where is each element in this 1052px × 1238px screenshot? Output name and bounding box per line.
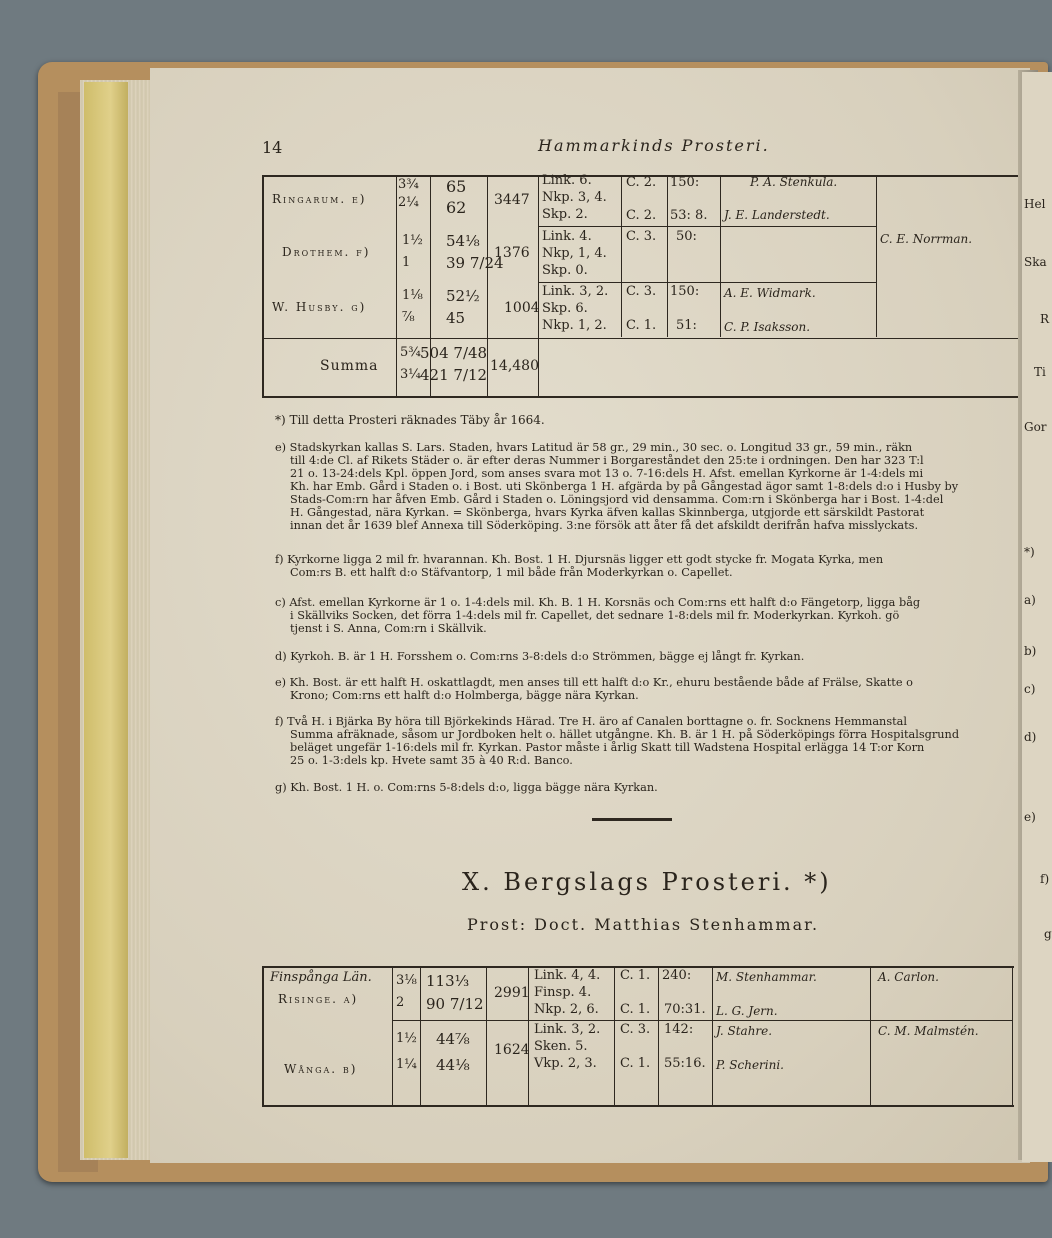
- place-cell: Sken. 5.: [534, 1039, 588, 1054]
- amount-cell: 51:: [676, 318, 697, 333]
- place-cell: Vkp. 2, 3.: [534, 1056, 597, 1071]
- footnote-line: Summa afräknade, såsom ur Jordboken helt o. hället utgångne. Kh. B. är 1 H. på Söderköpings förra Hospitalsgrund: [290, 728, 960, 741]
- parish-name: W. Husby. g): [272, 300, 367, 314]
- facing-text: Ti: [1034, 365, 1046, 379]
- summa-fraction: 5¾ 3¼: [400, 345, 421, 382]
- place-cell: Nkp, 1, 4.: [542, 246, 607, 261]
- summa-label: Summa: [320, 358, 379, 374]
- section-title: X. Bergslags Prosteri. *): [462, 868, 832, 896]
- footnote-line: 25 o. 1-3:dels kp. Hvete samt 35 à 40 R:d. Banco.: [290, 754, 573, 767]
- value-cell: 65 62: [446, 177, 467, 217]
- fraction-cell: 3⅛ 2: [396, 973, 417, 1010]
- facing-text: Hel: [1024, 197, 1046, 211]
- parish-name: Wånga. b): [284, 1062, 358, 1076]
- place-cell: Link. 4, 4.: [534, 968, 601, 983]
- class-cell: C. 3.: [626, 284, 657, 299]
- class-cell: C. 3.: [620, 1022, 651, 1037]
- class-cell: C. 1.: [620, 1056, 651, 1071]
- place-cell: Link. 4.: [542, 229, 592, 244]
- place-cell: Link. 6.: [542, 173, 592, 188]
- class-cell: C. 1.: [620, 1002, 651, 1017]
- running-head: Hammarkinds Prosteri.: [538, 136, 770, 155]
- value-cell: 113⅓ 90 7/12: [426, 972, 484, 1013]
- footnote-line: Krono; Com:rns ett halft d:o Holmberga, bägge nära Kyrkan.: [290, 689, 639, 702]
- facing-text: d): [1024, 730, 1037, 744]
- footnote-line: tjenst i S. Anna, Com:rn i Skällvik.: [290, 622, 487, 635]
- priest-name: L. G. Jern.: [716, 1004, 778, 1018]
- priest-name: J. E. Landerstedt.: [724, 208, 830, 222]
- amount-cell: 142:: [664, 1022, 694, 1037]
- fraction-cell: 3¾ 2¼: [398, 177, 419, 210]
- footnote-line: i Skällviks Socken, det förra 1-4:dels mil fr. Capellet, det sednare 1-8:dels mil fr. Moderkyrkan. Kyrkoh. gö: [290, 609, 900, 622]
- facing-text: Gor: [1024, 420, 1047, 434]
- amount-cell: 55:16.: [664, 1056, 706, 1071]
- class-cell: C. 2.: [626, 208, 657, 223]
- footnote-line: Stads-Com:rn har åfven Emb. Gård i Staden o. Löningsjord vid densamma. Com:rn i Skönberga har i Bost. 1-4:del: [290, 493, 944, 506]
- place-cell: Link. 3, 2.: [542, 284, 609, 299]
- facing-text: Ska: [1024, 255, 1047, 269]
- facing-text: R: [1040, 312, 1050, 326]
- lan-label: Finspånga Län.: [270, 970, 372, 985]
- class-cell: C. 1.: [626, 318, 657, 333]
- place-cell: Skp. 6.: [542, 301, 588, 316]
- facing-text: *): [1024, 545, 1035, 559]
- facing-page: [1022, 72, 1052, 1162]
- footnote-line: f) Två H. i Bjärka By höra till Björkekinds Härad. Tre H. äro af Canalen borttagne o. fr. Socknens Hemmanstal: [275, 715, 908, 728]
- priest-name: A. E. Widmark.: [724, 286, 816, 300]
- fraction-cell: 1½ 1: [402, 233, 423, 270]
- facing-text: b): [1024, 644, 1037, 658]
- shared-priest-name: C. E. Norrman.: [880, 232, 973, 246]
- facing-text: g: [1044, 927, 1052, 941]
- summa-population: 14,480: [490, 358, 539, 374]
- priest-name: M. Stenhammar.: [716, 970, 817, 984]
- assistant-name: C. M. Malmstén.: [878, 1024, 979, 1038]
- population-cell: 1004: [504, 300, 540, 316]
- class-cell: C. 1.: [620, 968, 651, 983]
- priest-name: P. Scherini.: [716, 1058, 784, 1072]
- facing-text: f): [1040, 872, 1050, 886]
- facing-text: e): [1024, 810, 1036, 824]
- value-cell: 54⅛ 39 7/24: [446, 232, 504, 272]
- amount-cell: 53: 8.: [670, 208, 708, 223]
- priest-name: C. P. Isaksson.: [724, 320, 811, 334]
- footnote-line: till 4:de Cl. af Rikets Städer o. är efter deras Nummer i Borgareståndet den 25:te i ordningen. Den har 323 T:l: [290, 454, 924, 467]
- summa-value: 504 7/48 421 7/12: [420, 344, 488, 384]
- footnote-line: d) Kyrkoh. B. är 1 H. Forsshem o. Com:rns 3-8:dels d:o Strömmen, bägge ej långt fr. Kyrkan.: [275, 650, 805, 663]
- footnote-line: f) Kyrkorne ligga 2 mil fr. hvarannan. Kh. Bost. 1 H. Djursnäs ligger ett godt stycke fr. Mogata Kyrka, men: [275, 553, 884, 566]
- footnote-line: Com:rs B. ett halft d:o Stäfvantorp, 1 mil både från Moderkyrkan o. Capellet.: [290, 566, 733, 579]
- population-cell: 1376: [494, 245, 530, 261]
- footnote-line: e) Stadskyrkan kallas S. Lars. Staden, hvars Latitud är 58 gr., 29 min., 30 sec. o. Longitud 33 gr., 59 min., räkn: [275, 441, 913, 454]
- facing-text: a): [1024, 593, 1036, 607]
- footnote-line: c) Afst. emellan Kyrkorne är 1 o. 1-4:dels mil. Kh. B. 1 H. Korsnäs och Com:rns ett halft d:o Fängetorp, ligga båg: [275, 596, 921, 609]
- footnote-line: H. Gångestad, nära Kyrkan. = Skönberga, hvars Kyrka äfven kallas Skinnberga, utgjorde ett särskildt Pastorat: [290, 506, 925, 519]
- place-cell: Skp. 0.: [542, 263, 588, 278]
- place-cell: Nkp. 1, 2.: [542, 318, 607, 333]
- footnote-line: beläget ungefär 1-16:dels mil fr. Kyrkan. Pastor måste i årlig Skatt till Wadstena Hospital erlägga 14 T:or Korn: [290, 741, 925, 754]
- parish-name: Risinge. a): [278, 992, 359, 1006]
- section-divider: [592, 818, 672, 821]
- gilt-edge: [84, 82, 128, 1158]
- assistant-name: A. Carlon.: [878, 970, 939, 984]
- population-cell: 2991: [494, 985, 530, 1001]
- footnote-line: Kh. har Emb. Gård i Staden o. i Bost. uti Skönberga 1 H. afgärda by på Gångestad ägor samt 1-8:dels d:o i Husby by: [290, 480, 959, 493]
- priest-name: J. Stahre.: [716, 1024, 773, 1038]
- place-cell: Link. 3, 2.: [534, 1022, 601, 1037]
- parish-name: Ringarum. e): [272, 192, 367, 206]
- footnote-line: g) Kh. Bost. 1 H. o. Com:rns 5-8:dels d:o, ligga bägge nära Kyrkan.: [275, 781, 658, 794]
- fraction-cell: 1⅛ ⅞: [402, 288, 423, 325]
- footnote-line: e) Kh. Bost. är ett halft H. oskattlagdt, men anses till ett halft d:o Kr., ehuru bestående både af Frälse, Skatte o: [275, 676, 913, 689]
- class-cell: C. 3.: [626, 229, 657, 244]
- value-cell: 52½ 45: [446, 287, 480, 327]
- footnote-line: *) Till detta Prosteri räknades Täby år 1664.: [275, 413, 545, 427]
- fraction-cell: 1½ 1¼: [396, 1031, 417, 1072]
- population-cell: 3447: [494, 192, 530, 208]
- page-number: 14: [262, 138, 283, 157]
- prost-line: Prost: Doct. Matthias Stenhammar.: [467, 915, 820, 934]
- facing-text: c): [1024, 682, 1036, 696]
- amount-cell: 70:31.: [664, 1002, 706, 1017]
- class-cell: C. 2.: [626, 175, 657, 190]
- place-cell: Finsp. 4.: [534, 985, 592, 1000]
- place-cell: Nkp. 2, 6.: [534, 1002, 599, 1017]
- footnote-line: 21 o. 13-24:dels Kpl. öppen Jord, som anses svara mot 13 o. 7-16:dels H. Afst. emellan Kyrkorne är 1-4:dels mi: [290, 467, 924, 480]
- amount-cell: 240:: [662, 968, 692, 983]
- value-cell: 44⅞ 44⅛: [436, 1030, 470, 1074]
- footnote-line: innan det år 1639 blef Annexa till Söderköping. 3:ne försök att åter få det afskildt derifrån hafva misslyckats.: [290, 519, 919, 532]
- amount-cell: 150:: [670, 175, 700, 190]
- amount-cell: 50:: [676, 229, 697, 244]
- amount-cell: 150:: [670, 284, 700, 299]
- population-cell: 1624: [494, 1042, 530, 1058]
- place-cell: Skp. 2.: [542, 207, 588, 222]
- place-cell: Nkp. 3, 4.: [542, 190, 607, 205]
- parish-name: Drothem. f): [282, 245, 371, 259]
- priest-name: P. A. Stenkula.: [750, 175, 838, 189]
